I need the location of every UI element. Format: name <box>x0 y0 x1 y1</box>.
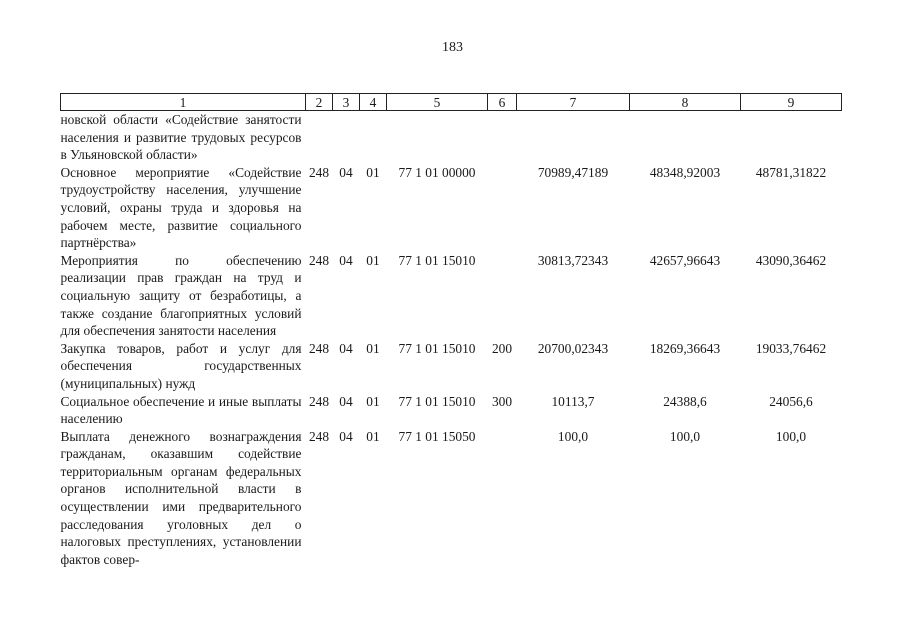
cell-amount-1: 70989,47189 <box>537 164 609 180</box>
cell-target-article: 77 1 01 15010 <box>398 393 476 409</box>
cell-expense-type <box>488 252 517 340</box>
row-name: Закупка товаров, работ и услуг для обеспечения государственных (муниципальных) нужд <box>60 340 302 391</box>
cell-subsection: 01 <box>366 340 380 356</box>
cell-subsection: 01 <box>366 164 380 180</box>
header-cell: 1 <box>61 94 306 111</box>
cell-ministry: 248 <box>308 393 330 409</box>
cell-section: 04 <box>339 428 353 444</box>
cell-subsection <box>360 111 387 164</box>
row-name: Социальное обеспечение и иные выплаты населению <box>60 393 302 427</box>
cell-section <box>333 111 360 164</box>
cell-subsection: 01 <box>366 428 380 444</box>
header-row <box>61 94 842 111</box>
cell-amount-3: 19033,76462 <box>755 340 827 356</box>
cell-amount-2: 48348,92003 <box>649 164 721 180</box>
cell-amount-1: 20700,02343 <box>537 340 609 356</box>
cell-subsection: 01 <box>366 252 380 268</box>
cell-subsection: 01 <box>366 393 380 409</box>
cell-amount-2: 18269,36643 <box>649 340 721 356</box>
table-row <box>61 340 842 393</box>
cell-ministry: 248 <box>308 340 330 356</box>
header-cell: 6 <box>488 94 517 111</box>
cell-section: 04 <box>339 164 353 180</box>
cell-amount-1: 100,0 <box>557 428 589 444</box>
cell-section: 04 <box>339 252 353 268</box>
header-cell: 2 <box>306 94 333 111</box>
row-name: Выплата денежного вознаграждения гражданам, оказавшим содействие территориальным органам федеральных органов исполнительной власти в осуществлении ими предварительного расследования уголовных дел о налоговых преступлениях, установлении фактов совер- <box>60 428 302 567</box>
cell-target-article: 77 1 01 15050 <box>398 428 476 444</box>
cell-ministry: 248 <box>308 164 330 180</box>
cell-amount-3: 48781,31822 <box>755 164 827 180</box>
cell-expense-type <box>488 111 517 164</box>
header-cell: 8 <box>630 94 741 111</box>
table-row <box>61 111 842 164</box>
cell-amount-3: 100,0 <box>775 428 807 444</box>
header-cell: 5 <box>387 94 488 111</box>
row-name: Основное мероприятие «Содействие трудоустройству населения, улучшение условий, охраны труда и здоровья на рабочем месте, развитие социального партнёрства» <box>60 164 302 251</box>
page-number: 183 <box>442 40 463 55</box>
table-row <box>61 428 842 569</box>
header-cell: 4 <box>360 94 387 111</box>
cell-amount-3: 43090,36462 <box>755 252 827 268</box>
cell-amount-1: 10113,7 <box>551 393 595 409</box>
cell-target-article: 77 1 01 15010 <box>398 340 476 356</box>
cell-amount-2: 42657,96643 <box>649 252 721 268</box>
cell-target-article <box>387 111 488 164</box>
cell-expense-type: 200 <box>491 340 513 356</box>
header-cell: 3 <box>333 94 360 111</box>
cell-ministry: 248 <box>308 252 330 268</box>
cell-amount-3 <box>741 111 842 164</box>
header-cell: 9 <box>741 94 842 111</box>
cell-amount-3: 24056,6 <box>769 393 813 409</box>
cell-amount-1 <box>517 111 630 164</box>
cell-ministry <box>306 111 333 164</box>
cell-section: 04 <box>339 393 353 409</box>
cell-ministry: 248 <box>308 428 330 444</box>
table-row <box>61 252 842 340</box>
cell-amount-2: 24388,6 <box>663 393 707 409</box>
row-name: новской области «Содействие занятости населения и развитие трудовых ресурсов в Ульяновской области» <box>60 112 302 163</box>
cell-expense-type <box>488 164 517 252</box>
cell-amount-2 <box>630 111 741 164</box>
header-cell: 7 <box>517 94 630 111</box>
cell-amount-2: 100,0 <box>669 428 701 444</box>
budget-table <box>60 93 842 568</box>
cell-expense-type: 300 <box>491 393 513 409</box>
cell-section: 04 <box>339 340 353 356</box>
cell-amount-1: 30813,72343 <box>537 252 609 268</box>
table-row <box>61 393 842 428</box>
cell-expense-type <box>488 428 517 569</box>
cell-target-article: 77 1 01 15010 <box>398 252 476 268</box>
cell-target-article: 77 1 01 00000 <box>398 164 476 180</box>
row-name: Мероприятия по обеспечению реализации прав граждан на труд и социальную защиту от безработицы, а также создание благоприятных условий для обеспечения занятости населения <box>60 252 302 339</box>
table-row <box>61 164 842 252</box>
